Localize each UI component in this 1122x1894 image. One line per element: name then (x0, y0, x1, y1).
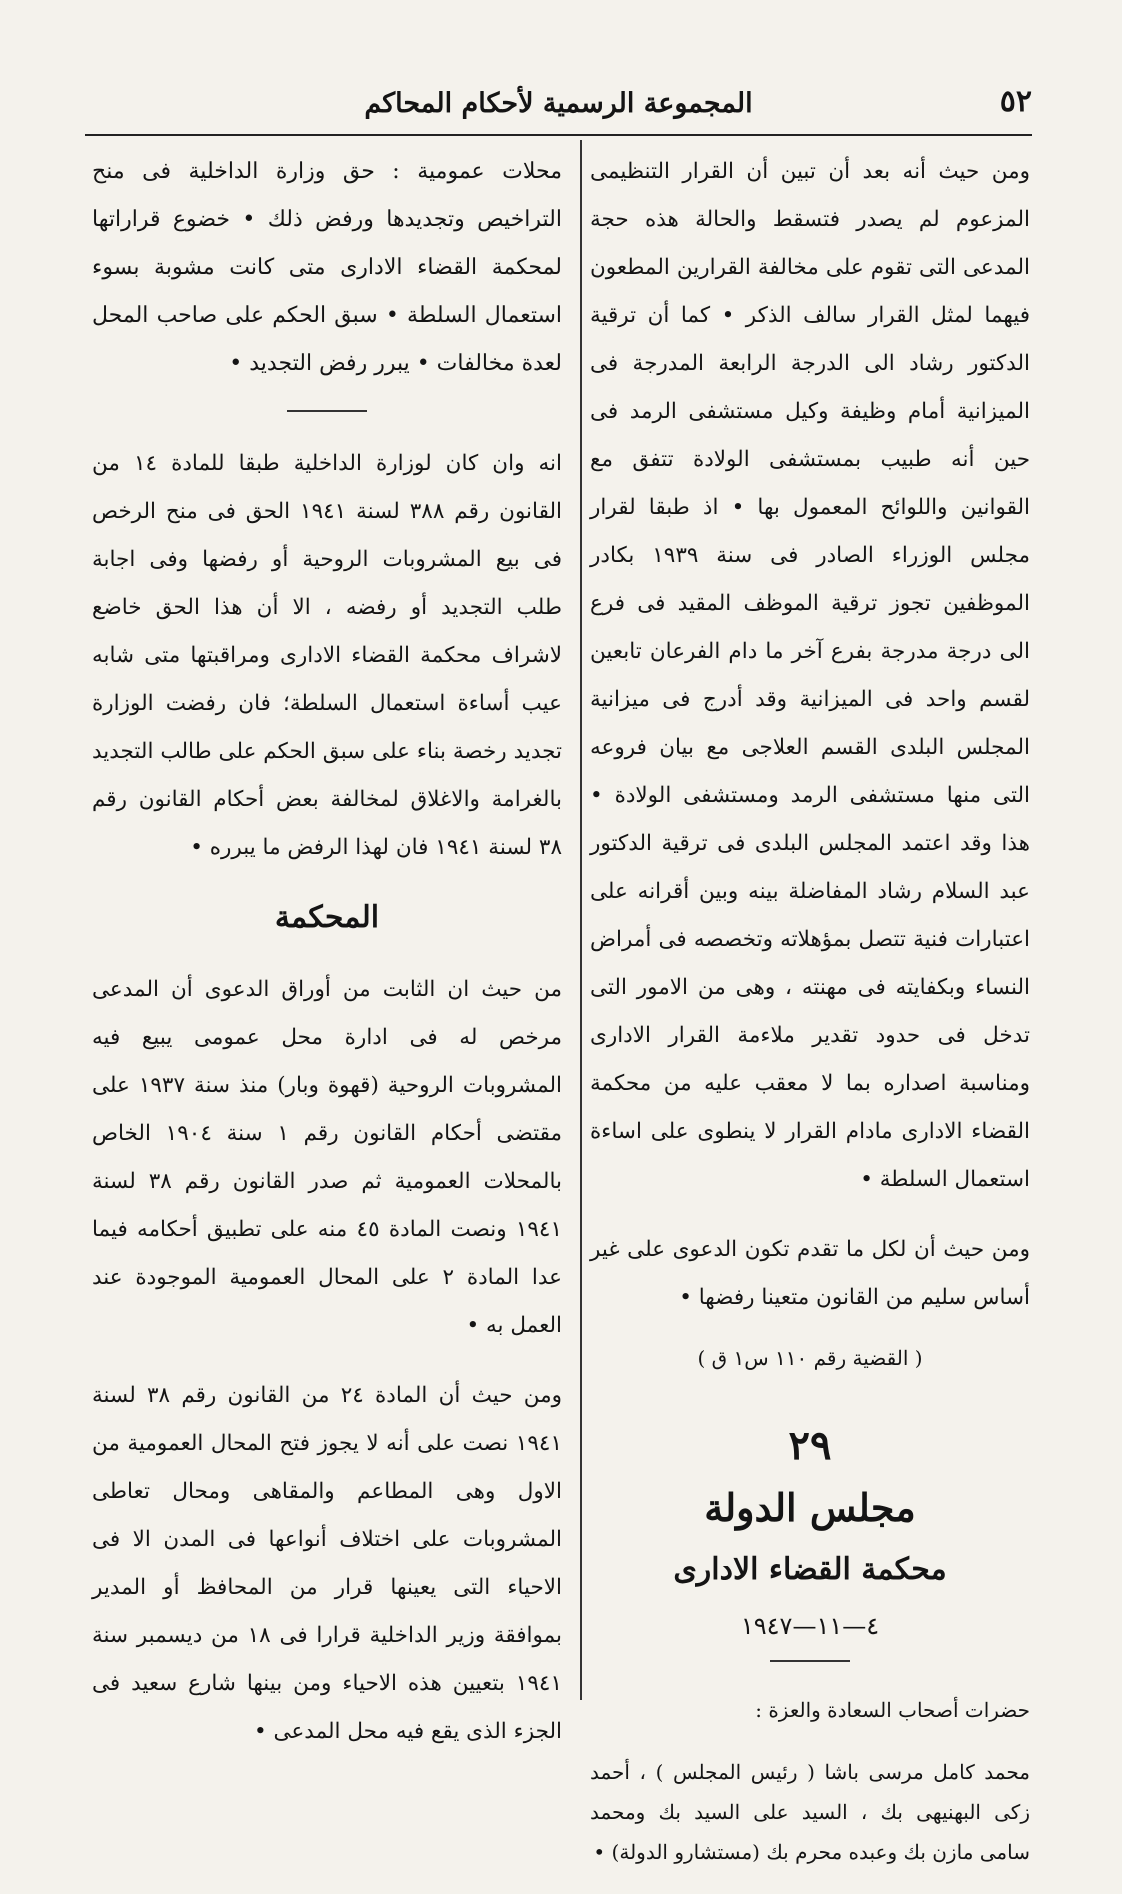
section-divider (770, 1660, 850, 1662)
running-title: المجموعة الرسمية لأحكام المحاكم (364, 88, 753, 119)
body-paragraph: ومن حيث أن المادة ٢٤ من القانون رقم ٣٨ لسنة ١٩٤١ نصت على أنه لا يجوز فتح المحال العمومية من الاول وهى المطاعم والمقاهى ومحال تعاطى المشروبات على اختلاف أنواعها فى المدن الا فى الاحياء التى يعينها قرار من المحافظ أو المدير بموافقة وزير الداخلية قرارا فى ١٨ من ديسمبر سنة ١٩٤١ بتعيين هذه الاحياء ومن بينها شارع سعيد فى الجزء الذى يقع فيه محل المدعى • (92, 1383, 562, 1744)
body-paragraph: ومن حيث أنه بعد أن تبين أن القرار التنظيمى المزعوم لم يصدر فتسقط والحالة هذه حجة المدعى التى تقوم على مخالفة القرارين المطعون فيهما لمثل القرار سالف الذكر • كما أن ترقية الدكتور رشاد الى الدرجة الرابعة المدرجة فى الميزانية أمام وظيفة وكيل مستشفى الرمد فى حين أنه طبيب بمستشفى الولادة تتفق مع القوانين واللوائح المعمول بها • اذ طبقا لقرار مجلس الوزراء الصادر فى سنة ١٩٣٩ بكادر الموظفين تجوز ترقية الموظف المقيد فى فرع الى درجة مدرجة بفرع آخر ما دام الفرعان تابعين لقسم واحد فى الميزانية وقد أدرج فى ميزانية المجلس البلدى القسم العلاجى مع بيان فروعه التى منها مستشفى الرمد ومستشفى الولادة • هذا وقد اعتمد المجلس البلدى فى ترقية الدكتور عبد السلام رشاد المفاضلة بينه وبين أقرانه على اعتبارات فنية تتصل بمؤهلاته وتخصصه فى أمراض النساء وبكفايته فى مهنته ، وهى من الامور التى تدخل فى حدود تقدير ملاءمة القرار الادارى ومناسبة اصداره بما لا معقب عليه من محكمة القضاء الادارى مادام القرار لا ينطوى على اساءة استعمال السلطة • (590, 159, 1030, 1192)
case-reference: ( القضية رقم ١١٠ س١ ق ) (697, 1346, 923, 1370)
presence-heading: حضرات أصحاب السعادة والعزة : (755, 1698, 1030, 1722)
left-column (92, 148, 562, 1778)
legal-principle: انه وان كان لوزارة الداخلية طبقا للمادة ١٤ من القانون رقم ٣٨٨ لسنة ١٩٤١ الحق فى منح الرخص فى بيع المشروبات الروحية أو رفضها وفى اجابة طلب التجديد أو رفضه ، الا أن هذا الحق خاضع لاشراف محكمة القضاء الادارى ومراقبتها متى شابه عيب أساءة استعمال السلطة؛ فان رفضت الوزارة تجديد رخصة بناء على سبق الحكم على طالب التجديد بالغرامة والاغلاق لمخالفة بعض أحكام القانون رقم ٣٨ لسنة ١٩٤١ فان لهذا الرفض ما يبرره • (92, 451, 562, 860)
column-divider (580, 140, 582, 1700)
page-header (85, 78, 1032, 136)
body-paragraph: ومن حيث أن لكل ما تقدم تكون الدعوى على غير أساس سليم من القانون متعينا رفضها • (590, 1237, 1030, 1310)
body-paragraph: من حيث ان الثابت من أوراق الدعوى أن المدعى مرخص له فى ادارة محل عمومى يبيع فيه المشروبات الروحية (قهوة وبار) منذ سنة ١٩٣٧ على مقتضى أحكام القانون رقم ١ سنة ١٩٠٤ الخاص بالمحلات العمومية ثم صدر القانون رقم ٣٨ لسنة ١٩٤١ ونصت المادة ٤٥ منه على تطبيق أحكامه فيما عدا المادة ٢ على المحال العمومية الموجودة عند العمل به • (92, 977, 563, 1338)
session-date: ٤—١١—١٩٤٧ (740, 1612, 880, 1640)
right-column (590, 148, 1030, 1894)
court-heading: المحكمة (274, 900, 380, 935)
case-number: ٢٩ (788, 1422, 832, 1469)
court-title: محكمة القضاء الادارى (673, 1552, 947, 1587)
case-summary: محلات عمومية : حق وزارة الداخلية فى منح التراخيص وتجديدها ورفض ذلك • خضوع قراراتها لمحكمة القضاء الادارى متى كانت مشوبة بسوء استعمال السلطة • سبق الحكم على صاحب المحل لعدة مخالفات • يبرر رفض التجديد • (92, 159, 562, 376)
council-members: محمد كامل مرسى باشا ( رئيس المجلس ) ، أحمد زكى البهنيهى بك ، السيد على السيد بك ومحمد سامى مازن بك وعبده محرم بك (مستشارو الدولة) • (590, 1760, 1030, 1864)
section-divider (287, 410, 367, 412)
page-number: ٥٢ (999, 84, 1032, 119)
council-title: مجلس الدولة (704, 1485, 916, 1530)
